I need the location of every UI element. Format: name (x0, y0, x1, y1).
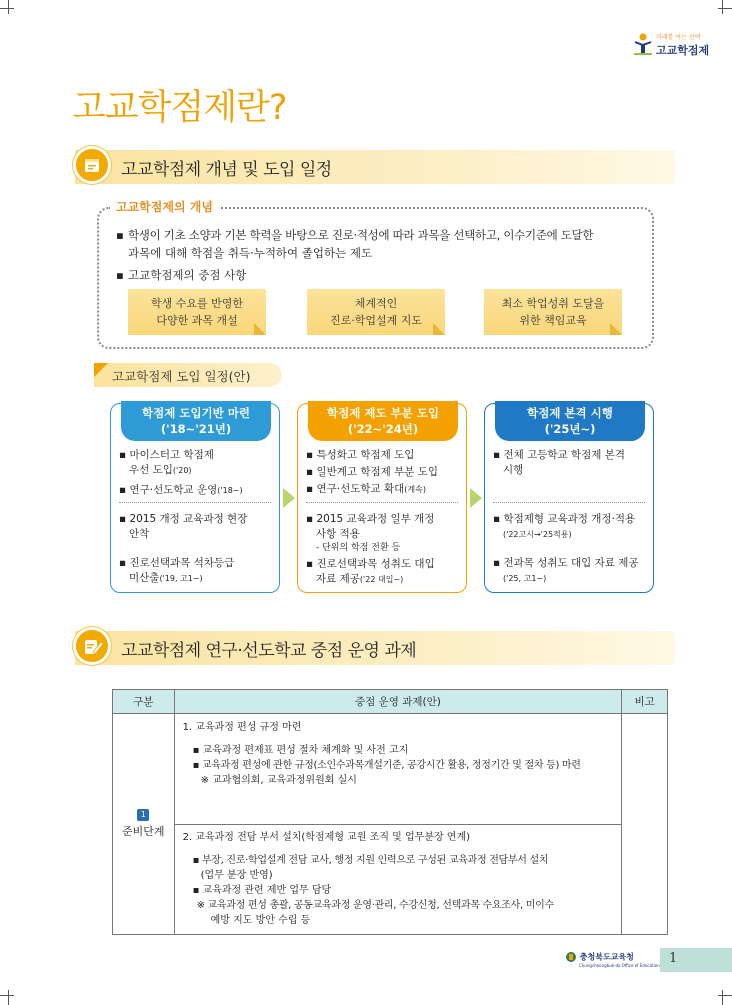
footer-org-en: Chungcheongbuk-do Office of Education (579, 963, 660, 968)
focus-line2: 위한 책임교육 (519, 314, 587, 327)
table-header-cell: 구분 (113, 690, 175, 714)
tasks-table (112, 689, 668, 935)
stage-item: 미산출('19, 고1~) (129, 572, 203, 584)
stage-item: 안착 (129, 528, 150, 540)
stage-item: ▪ 전과목 성취도 대입 자료 제공 (493, 557, 639, 569)
focus-heading: 고교학점제의 중점 사항 (128, 268, 247, 282)
task-bullet: ▪ 교육과정 관련 제반 업무 담당 (192, 885, 332, 896)
header-logo (632, 30, 712, 58)
stage-item: 자료 제공('22 대입~) (316, 573, 404, 585)
stage-item: ▪ 연구·선도학교 확대(계속) (306, 483, 426, 495)
page-title: 고교학점제란? (72, 88, 287, 128)
arrow-right-icon (283, 488, 295, 508)
focus-bullet: ▪ (116, 268, 124, 282)
stage-header (308, 401, 458, 441)
task-cell (174, 825, 622, 935)
education-office-logo-icon (565, 951, 577, 963)
focus-line1: 학생 수요를 반영한 (150, 297, 243, 310)
stage-header (121, 401, 271, 441)
focus-line1: 체계적인 (354, 297, 398, 310)
pencil-note-icon (73, 627, 111, 665)
concept-text-line2: 과목에 대해 학점을 취득·누적하여 졸업하는 제도 (128, 246, 373, 260)
crop-mark (718, 995, 732, 996)
stage-item: ▪ 연구·선도학교 운영('18~) (119, 484, 243, 496)
focus-item (484, 289, 622, 335)
arrow-right-icon (470, 488, 482, 508)
focus-item (128, 289, 266, 335)
section-title: 고교학점제 연구·선도학교 중점 운영 과제 (121, 641, 417, 661)
stage-item: 사항 적용 (316, 528, 360, 540)
crop-mark (8, 990, 9, 1005)
task-bullet: ▪ 교육과정 편제표 편성 절차 체계화 및 사전 고지 (192, 745, 409, 756)
logo-tagline: 미래를 여는 선택 (656, 34, 701, 41)
table-row (113, 825, 668, 935)
concept-text-line1: 학생이 기초 소양과 기본 학력을 바탕으로 진로·적성에 따라 과목을 선택하고, 이수기준에 도달한 (128, 228, 594, 242)
schedule-title-bar (94, 363, 282, 387)
focus-line2: 진로·학업설계 지도 (329, 314, 422, 327)
table-header-row (113, 690, 668, 714)
stage-column-2 (297, 403, 467, 593)
task-bullet: ▪ 부장, 진로·학업설계 전담 교사, 행정 지원 인력으로 구성된 교육과정 전담부서 설치 (192, 855, 549, 866)
task-heading: 2. 교육과정 전담 부서 설치(학점제형 교원 조직 및 업무분장 연계) (182, 832, 471, 843)
section-title: 고교학점제 개념 및 도입 일정 (121, 160, 332, 180)
stage-period: ('25년~) (544, 422, 596, 436)
schedule-title: 고교학점제 도입 일정(안) (112, 369, 251, 384)
section-bar-2 (75, 631, 675, 665)
stage-number-badge: 1 (137, 809, 149, 821)
stage-column-1 (110, 403, 280, 593)
section-bar-1 (75, 150, 675, 184)
stage-item: ▪ 일반계고 학점제 부분 도입 (306, 466, 439, 478)
corner-fold-icon (94, 363, 108, 377)
task-cell (174, 714, 622, 825)
concept-bullet: ▪ (116, 228, 124, 242)
table-row (113, 714, 668, 825)
stage-column-3 (484, 403, 654, 593)
table-header-cell: 중점 운영 과제(안) (174, 690, 622, 714)
stage-item: ('22고시→'25적용) (503, 530, 572, 539)
task-note: ※ 교육과정 편성 총괄, 공동교육과정 운영·관리, 수강신청, 선택과목 수요조사, 미이수 (196, 900, 554, 911)
focus-line1: 최소 학업성취 도달을 (501, 297, 605, 310)
stage-cell (113, 714, 175, 935)
stage-header (495, 401, 645, 441)
crop-mark (722, 990, 723, 1005)
stage-item: ('25, 고1~) (503, 574, 547, 583)
task-note: 예방 지도 방안 수립 등 (210, 915, 311, 926)
stage-title: 학점제 도입기반 마련 (142, 406, 250, 420)
focus-item (307, 289, 445, 335)
task-bullet: ▪ 교육과정 편성에 관한 규정(소인수과목개설기준, 공강시간 활용, 정정기간 및 절차 등) 마련 (192, 760, 581, 771)
footer-org: 충청북도교육청 (579, 952, 634, 962)
stage-item: ▪ 마이스터고 학점제 (119, 449, 214, 461)
stage-item: 우선 도입('20) (129, 464, 192, 476)
remarks-cell (622, 714, 668, 935)
task-bullet: (업무 분장 반영) (200, 870, 273, 881)
stage-period: ('18~'21년) (160, 422, 232, 436)
stage-period: ('22~'24년) (347, 422, 419, 436)
crop-mark (0, 8, 14, 9)
student-logo-icon (632, 32, 654, 56)
stage-item: ▪ 진로선택과목 성취도 대입 (306, 558, 435, 570)
stage-item: 시행 (503, 464, 524, 476)
crop-mark (8, 0, 9, 14)
stage-title: 학점제 본격 시행 (527, 406, 613, 420)
focus-line2: 다양한 과목 개설 (156, 314, 238, 327)
task-note: ※ 교과협의회, 교육과정위원회 실시 (200, 775, 357, 786)
crop-mark (718, 8, 732, 9)
stage-item: ▪ 2015 교육과정 일부 개정 (306, 513, 435, 525)
stage-title: 학점제 제도 부분 도입 (327, 406, 439, 420)
stage-item: ▪ 진로선택과목 석차등급 (119, 557, 235, 569)
footer-org-logo (565, 951, 660, 968)
stage-item: ▪ 전체 고등학교 학점제 본격 (493, 449, 626, 461)
logo-name: 고교학점제 (656, 44, 710, 57)
crop-mark (0, 995, 14, 996)
stage-item: - 단위의 학점 전환 등 (316, 543, 401, 553)
calendar-icon (73, 146, 111, 184)
stage-item: ▪ 학점제형 교육과정 개정·적용 (493, 513, 636, 525)
concept-label: 고교학점제의 개념 (110, 198, 219, 215)
table-header-cell: 비고 (622, 690, 668, 714)
stage-item: ▪ 2015 개정 교육과정 현장 (119, 513, 248, 525)
page-number: 1 (669, 951, 678, 966)
stage-label: 준비단계 (122, 825, 165, 838)
crop-mark (722, 0, 723, 14)
task-heading: 1. 교육과정 편성 규정 마련 (182, 722, 302, 733)
stage-item: ▪ 특성화고 학점제 도입 (306, 449, 415, 461)
